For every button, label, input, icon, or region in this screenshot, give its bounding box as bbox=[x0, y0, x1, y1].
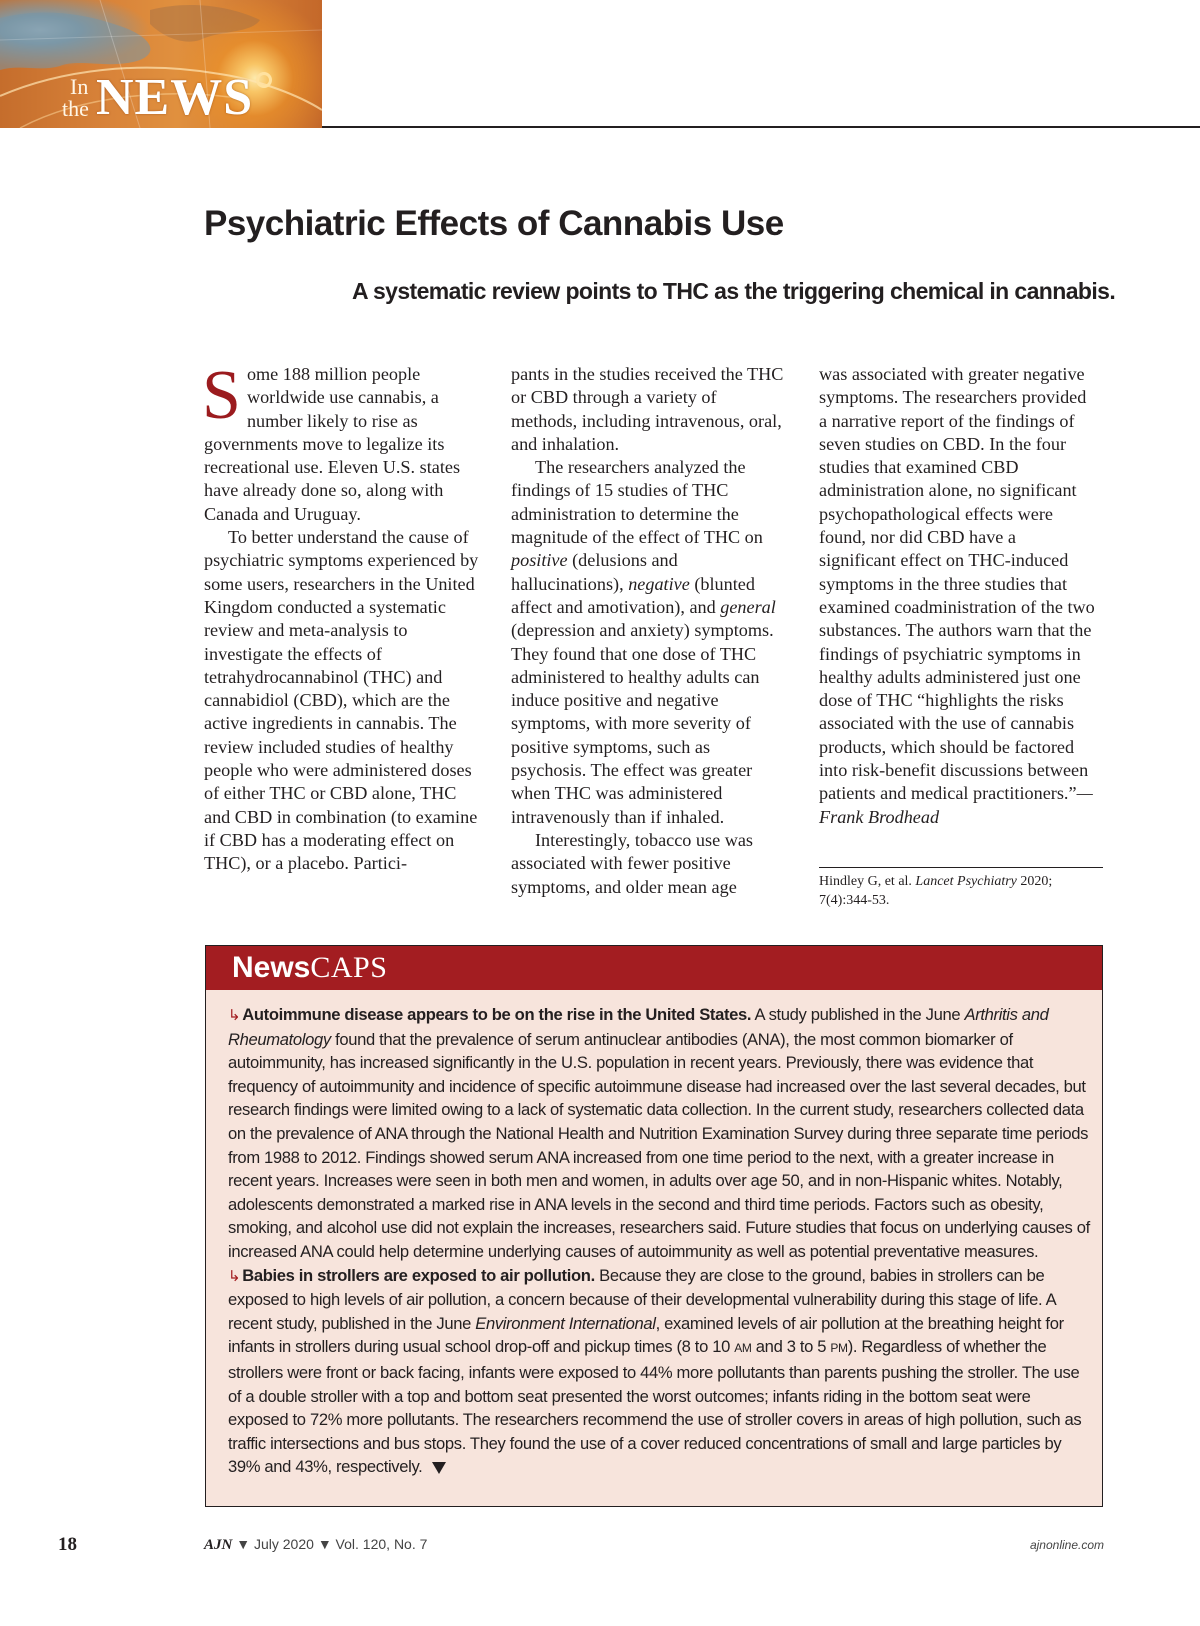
paragraph bbox=[202, 357, 480, 526]
newscaps-item-text: A study published in the June bbox=[751, 1005, 965, 1024]
newscaps-item-lead: Babies in strollers are exposed to air pollution. bbox=[242, 1265, 595, 1285]
paragraph: pants in the studies received the THC or CBD through a variety of methods, including intravenous, oral, and inhalation. bbox=[511, 364, 784, 454]
page-number: 18 bbox=[58, 1534, 77, 1555]
footer-date: July 2020 bbox=[250, 1536, 318, 1552]
ring-icon bbox=[256, 72, 272, 88]
newscaps-box bbox=[205, 945, 1103, 1507]
emphasis-positive: positive bbox=[511, 550, 568, 571]
header-rule bbox=[322, 126, 1200, 128]
newscaps-item-text: found that the prevalence of serum antinuclear antibodies (ANA), the most common biomarker of autoimmunity, has increased significantly in the U.S. population in recent years. Previously, there was evidence that frequency of autoimmunity and incidence of specific autoimmune disease had increased over the last several decades, but research findings were limited owing to a lack of systematic data collection. In the current study, researchers collected data on the prevalence of ANA through the National Health and Nutrition Examination Survey during three separate time periods from 1988 to 2012. Findings showed serum ANA increased from one time period to the next, with a greater increase in recent years. Increases were seen in both men and women, in adults over age 50, and in non-Hispanic whites. Notably, adolescents demonstrated a marked rise in ANA levels in the second and third time periods. Factors such as obesity, smoking, and alcohol use did not explain the increases, researchers said. Future studies that focus on underlying causes of increased ANA could help determine underlying causes of autoimmunity as well as potential preventative measures. bbox=[228, 1029, 1090, 1261]
triangle-icon: ▼ bbox=[317, 1536, 332, 1552]
newscaps-item-text: and 3 to 5 bbox=[751, 1337, 831, 1357]
paragraph-text: (depression and anxiety) symptoms. They found that one dose of THC administered to healthy adults can induce positive and negative symptoms, with more severity of positive symptoms, such as psychosis. The effect was greater when THC was administered intravenously than if inhaled. bbox=[511, 620, 774, 827]
in-the-news-banner bbox=[0, 0, 322, 128]
hooked-arrow-icon: ↳ bbox=[228, 1267, 241, 1285]
article-title: Psychiatric Effects of Cannabis Use bbox=[204, 204, 784, 243]
article-column-3 bbox=[819, 363, 1095, 829]
hooked-arrow-icon: ↳ bbox=[228, 1007, 241, 1024]
newscaps-title-bold: News bbox=[232, 951, 311, 984]
banner-the-text: the bbox=[62, 96, 89, 121]
emphasis-negative: negative bbox=[628, 573, 690, 594]
drop-cap: S bbox=[202, 357, 241, 434]
paragraph-text: was associated with greater negative symptoms. The researchers provided a narrative report of the findings of seven studies on CBD. In the four studies that examined CBD administration alone, no significant psychopathological effects were found, nor did CBD have a significant effect on THC-induced symptoms in the three studies that examined coadministration of the two substances. The authors warn that the findings of psychiatric symptoms in healthy adults administered just one dose of THC “highlights the risks associated with the use of cannabis products, which should be factored into risk-benefit discussions between patients and medical practitioners.” bbox=[819, 364, 1095, 804]
newscaps-journal: Arthritis and Rheumatology bbox=[228, 1005, 1049, 1049]
end-triangle-icon bbox=[432, 1462, 446, 1474]
citation-authors: Hindley G, et al. bbox=[819, 874, 916, 889]
article-subtitle: A systematic review points to THC as the triggering chemical in cannabis. bbox=[352, 278, 1116, 304]
newscaps-item-text: Because they are close to the ground, babies in strollers can be exposed to high levels of air pollution, a concern because of their developmental vulnerability during this stage of life. A recent study, published in the June bbox=[228, 1265, 1056, 1333]
paragraph-text: (blunted affect and amotivation), and bbox=[511, 573, 755, 617]
newscaps-header bbox=[206, 946, 1102, 990]
banner-news-text: NEWS bbox=[96, 69, 254, 126]
paragraph bbox=[511, 456, 787, 829]
article-column-2 bbox=[511, 363, 787, 899]
footer-issue-info bbox=[204, 1536, 427, 1554]
citation bbox=[819, 867, 1103, 910]
article-column-1 bbox=[202, 357, 480, 876]
banner-in-text: In bbox=[70, 74, 89, 99]
newscaps-item bbox=[228, 1264, 1090, 1479]
footer-website[interactable]: ajnonline.com bbox=[1029, 1538, 1104, 1552]
citation-details: 2020; 7(4):344-53. bbox=[819, 874, 1053, 908]
footer-journal: AJN bbox=[204, 1537, 233, 1553]
paragraph: To better understand the cause of psychiatric symptoms experienced by some users, researchers in the United Kingdom conducted a systematic review and meta-analysis to investigate the effects of tetrahydrocannabinol (THC) and cannabidiol (CBD), which are the active ingredients in cannabis. The review included studies of healthy people who were administered doses of either THC or CBD alone, THC and CBD in combination (to examine if CBD has a moderating effect on THC), or a placebo. Partici- bbox=[204, 527, 479, 874]
paragraph-text: The researchers analyzed the findings of 15 studies of THC administration to determine the magnitude of the effect of THC on bbox=[511, 457, 763, 548]
newscaps-title-caps: CAPS bbox=[310, 951, 388, 984]
byline: —Frank Brodhead bbox=[819, 783, 1093, 827]
newscaps-title bbox=[232, 950, 387, 986]
pm-label: PM bbox=[830, 1341, 848, 1356]
citation-journal: Lancet Psychiatry bbox=[915, 874, 1017, 889]
paragraph: Interestingly, tobacco use was associated with fewer positive symptoms, and older mean age bbox=[511, 829, 754, 897]
newscaps-body bbox=[228, 1003, 1090, 1479]
newscaps-item-lead: Autoimmune disease appears to be on the rise in the United States. bbox=[242, 1005, 752, 1024]
am-label: AM bbox=[734, 1341, 752, 1356]
newscaps-item bbox=[228, 1003, 1090, 1264]
paragraph-text: (delusions and hallucinations), bbox=[511, 550, 678, 594]
newscaps-journal: Environment International bbox=[475, 1313, 656, 1333]
paragraph bbox=[819, 363, 1095, 829]
newscaps-item-text: , examined levels of air pollution at the breathing height for infants in strollers during usual school drop-off and pickup times (8 to 10 bbox=[228, 1313, 1064, 1357]
footer-volume: Vol. 120, No. 7 bbox=[331, 1536, 428, 1552]
emphasis-general: general bbox=[720, 596, 776, 617]
newscaps-item-text: ). Regardless of whether the strollers were front or back facing, infants were exposed to 44% more pollutants than parents pushing the stroller. The use of a double stroller with a top and bottom seat presented the worst outcomes; infants riding in the bottom seat were exposed to 72% more pollutants. The researchers recommend the use of stroller covers in areas of high pollution, such as traffic intersections and bus stops. They found the use of a cover reduced concentrations of small and large particles by 39% and 43%, respectively. bbox=[228, 1337, 1082, 1477]
triangle-icon: ▼ bbox=[236, 1536, 251, 1552]
paragraph-text: ome 188 million people worldwide use cannabis, a number likely to rise as governments move to legalize its recreational use. Eleven U.S. states have already done so, along with Canada and Uruguay. bbox=[204, 364, 461, 524]
